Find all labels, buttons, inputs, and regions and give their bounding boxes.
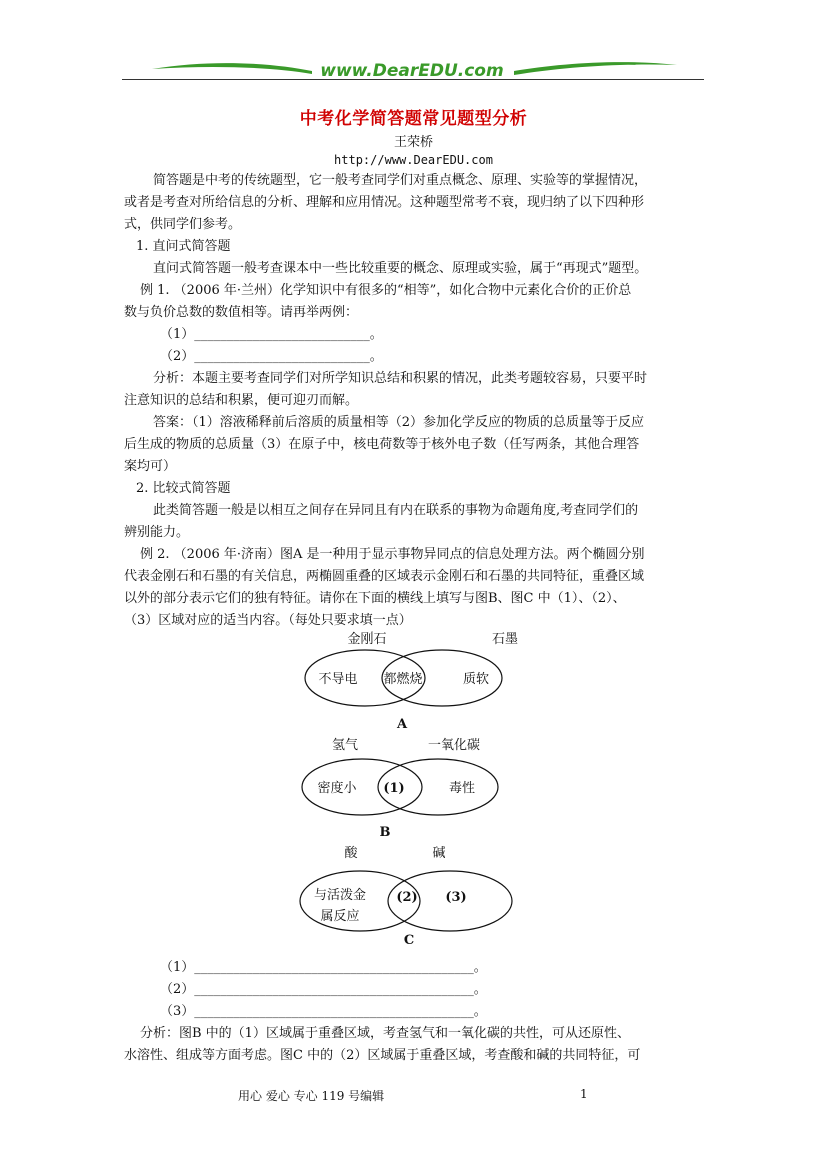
venn-c-left-title: 酸 [344,846,358,861]
answer-blank: （2）___________________________。 [160,349,383,364]
header-banner [122,55,704,85]
venn-c-letter: C [403,933,415,948]
paragraph-line: 注意知识的总结和积累，便可迎刃而解。 [124,393,359,408]
venn-c-center-text: (2) [396,890,418,905]
example-line: 例 2. （2006 年·济南）图A 是一种用于显示事物异同点的信息处理方法。两个椭圆分别 [140,547,645,562]
answer-blank: （2）___________________________________________。 [160,982,487,997]
paragraph-line: 式，供同学们参考。 [124,217,242,232]
venn-diagram-c [290,840,530,954]
paragraph-line: 简答题是中考的传统题型，它一般考查同学们对重点概念、原理、实验等的掌握情况， [153,173,648,188]
venn-diagram-a [290,624,520,738]
section-heading: 2. 比较式简答题 [136,481,231,496]
venn-b-right-title: 一氧化碳 [427,738,481,753]
venn-a-letter: A [396,717,408,732]
answer-line: 答案：（1）溶液稀释前后溶质的质量相等（2）参加化学反应的物质的总质量等于反应 [153,415,645,430]
venn-c-right-title: 碱 [432,846,446,861]
paragraph-line: 后生成的物质的总质量（3）在原子中，核电荷数等于核外电子数（任写两条，其他合理答 [124,437,640,452]
answer-blank: （1）___________________________________________。 [160,960,487,975]
venn-a-left-title: 金刚石 [347,632,387,647]
paragraph-line: 此类简答题一般是以相互之间存在异同且有内在联系的事物为命题角度,考查同学们的 [153,503,639,518]
venn-c-left-text-1: 与活泼金 [313,888,367,903]
section-heading: 1. 直问式简答题 [136,239,231,254]
paragraph-line: 直问式简答题一般考查课本中一些比较重要的概念、原理或实验，属于“再现式”题型。 [153,261,648,276]
source-url: http://www.DearEDU.com [334,153,493,167]
paragraph-line: 代表金刚石和石墨的有关信息，两椭圆重叠的区域表示金刚石和石墨的共同特征，重叠区域 [124,569,645,584]
paragraph-line: 或者是考查对所给信息的分析、理解和应用情况。这种题型常考不衰，现归纳了以下四种形 [124,195,645,210]
footer-text: 用心 爱心 专心 119 号编辑 [238,1089,385,1103]
paragraph-line: 数与负价总数的数值相等。请再举两例： [124,305,359,320]
venn-b-left-title: 氢气 [331,738,359,753]
page-number: 1 [580,1087,588,1101]
example-line: 例 1. （2006 年·兰州）化学知识中有很多的“相等”，如化合物中元素化合价的正价总 [140,283,632,298]
analysis-line: 分析：本题主要考查同学们对所学知识总结和积累的情况，此类考题较容易，只要平时 [153,371,648,386]
venn-b-letter: B [379,825,391,840]
paragraph-line: 以外的部分表示它们的独有特征。请你在下面的横线上填写与图B、图C 中（1）、（2）、 [124,591,626,606]
paragraph-line: 辨别能力。 [124,525,190,540]
venn-c-right-text: (3) [445,890,467,905]
venn-a-right-title: 石墨 [491,632,519,647]
venn-diagram-b [290,732,520,846]
venn-a-center-text: 都燃烧 [383,672,423,687]
paragraph-line: 案均可） [124,459,177,474]
banner-swoosh-icon [122,55,704,85]
answer-blank: （3）___________________________________________。 [160,1004,487,1019]
venn-b-right-text: 毒性 [448,781,476,796]
author: 王荣桥 [393,135,433,150]
venn-b-center-text: (1) [383,781,405,796]
header-rule [122,79,704,80]
venn-c-left-text-2: 属反应 [320,909,360,924]
paragraph-line: 水溶性、组成等方面考虑。图C 中的（2）区域属于重叠区域，考查酸和碱的共同特征，可 [124,1048,641,1063]
venn-a-right-text: 质软 [462,672,490,687]
paragraph-line: （3）区域对应的适当内容。（每处只要求填一点） [124,613,412,628]
venn-b-left-text: 密度小 [317,781,357,796]
document-title: 中考化学简答题常见题型分析 [299,109,528,129]
analysis-line: 分析：图B 中的（1）区域属于重叠区域，考查氢气和一氧化碳的共性，可从还原性、 [140,1026,630,1041]
venn-a-left-text: 不导电 [318,672,358,687]
banner-text: www.DearEDU.com [320,61,504,81]
answer-blank: （1）___________________________。 [160,327,383,342]
